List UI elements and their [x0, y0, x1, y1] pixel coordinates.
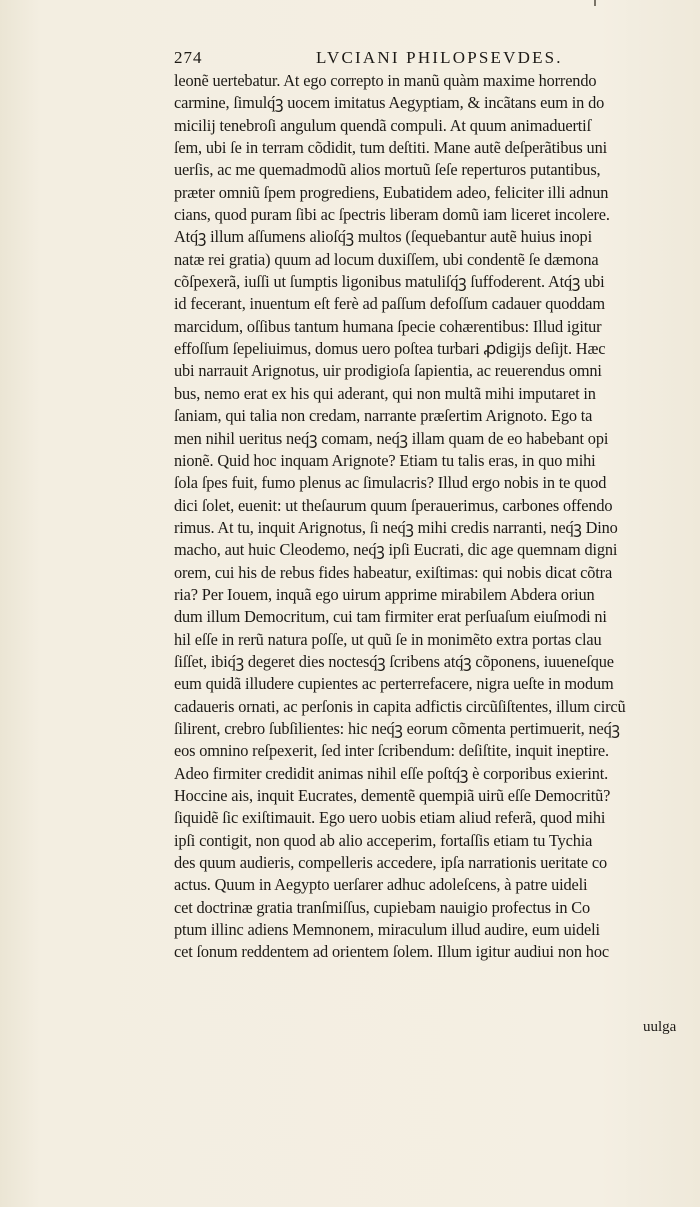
page-number: 274 — [174, 48, 203, 67]
text-line: natæ rei gratia) quum ad locum duxiſſem, ubi condentẽ ſe dæmona — [174, 249, 599, 269]
text-line: ſilirent, crebro ſubſilientes: hic neq́ꝫ eorum cõmenta pertimuerit, neq́ꝫ — [174, 718, 620, 738]
text-line: micilij tenebroſi angulum quendã compuli. At quum animaduertiſ — [174, 115, 591, 135]
text-line: dici ſolet, euenit: ut theſaurum quum ſperauerimus, carbones offendo — [174, 495, 613, 515]
text-line: cet ſonum reddentem ad orientem ſolem. Illum igitur audiui non hoc — [174, 942, 609, 962]
text-line: leonẽ uertebatur. At ego correpto in manũ quàm maxime horrendo — [174, 71, 597, 90]
text-block — [174, 70, 684, 964]
text-line: cõſpexerã, iuſſi ut ſumptis ligonibus matuliſq́ꝫ ſuffoderent. Atq́ꝫ ubi — [174, 272, 605, 292]
text-line: actus. Quum in Aegypto uerſarer adhuc adoleſcens, à patre uideli — [174, 875, 588, 895]
text-line: macho, aut huic Cleodemo, neq́ꝫ ipſi Eucrati, dic age quemnam digni — [174, 540, 618, 560]
text-line: orem, cui his de rebus fides habeatur, exiſtimas: qui nobis dicat cõtra — [174, 562, 613, 582]
text-line: ipſi contigit, non quod ab alio acceperim, fortaſſis etiam tu Tychia — [174, 830, 593, 850]
text-line: ubi narrauit Arignotus, uir prodigioſa ſapientia, ac reuerendus omni — [174, 361, 602, 381]
text-line: eos omnino reſpexerit, ſed inter ſcribendum: deſiſtite, inquit ineptire. — [174, 741, 609, 761]
text-line: bus, nemo erat ex his qui aderant, qui non multã mihi imputaret in — [174, 383, 596, 403]
text-line: cadaueris ornati, ac perſonis in capita adfictis circũſiſtentes, illum circũ — [174, 696, 626, 716]
text-line: dum illum Democritum, cui tam firmiter erat perſuaſum eiuſmodi ni — [174, 607, 607, 627]
text-line: ſola ſpes fuit, fumo plenus ac ſimulacris? Illud ergo nobis in te quod — [174, 473, 607, 493]
text-line: hil eſſe in rerũ natura poſſe, ut quũ ſe in monimẽto extra portas clau — [174, 629, 602, 649]
text-line: effoſſum ſepeliuimus, domus uero poſtea turbari ꝓdigijs deſijt. Hæc — [174, 339, 606, 359]
text-line: nionẽ. Quid hoc inquam Arignote? Etiam tu talis eras, in quo mihi — [174, 450, 596, 470]
text-line: Hoccine ais, inquit Eucrates, dementẽ quempiã uirũ eſſe Democritũ? — [174, 786, 611, 805]
text-line: cians, quod puram ſibi ac ſpectris liberam domũ iam liceret incolere. — [174, 205, 610, 225]
text-line: ſiſſet, ibiq́ꝫ degeret dies noctesq́ꝫ ſcribens atq́ꝫ cõponens, iuueneſque — [174, 651, 614, 671]
text-line: rimus. At tu, inquit Arignotus, ſi neq́ꝫ mihi credis narranti, neq́ꝫ Dino — [174, 517, 618, 537]
text-line: præter omniũ ſpem progrediens, Eubatidem adeo, feliciter illi adnun — [174, 182, 609, 202]
text-line: ptum illinc adiens Memnonem, miraculum illud audire, eum uideli — [174, 920, 600, 940]
text-line: ſem, ubi ſe in terram cõdidit, tum deſtiti. Mane autẽ deſperãtibus uni — [174, 138, 607, 158]
running-head: LVCIANI PHILOPSEVDES. — [316, 48, 563, 67]
text-line: ſiquidẽ ſic exiſtimauit. Ego uero uobis etiam aliud referã, quod mihi — [174, 808, 606, 828]
text-line: carmine, ſimulq́ꝫ uocem imitatus Aegyptiam, & incãtans eum in do — [174, 93, 605, 113]
text-line: Atq́ꝫ illum aſſumens alioſq́ꝫ multos (ſequebantur autẽ huius inopi — [174, 227, 592, 247]
text-line: uerſis, ac me quemadmodũ alios mortuũ ſeſe reperturos putantibus, — [174, 160, 601, 180]
text-line: cet doctrinæ gratia tranſmiſſus, cupiebam nauigio profectus in Co — [174, 897, 591, 917]
text-line: ſaniam, qui talia non credam, narrante præſertim Arignoto. Ego ta — [174, 406, 593, 426]
text-line: marcidum, oſſibus tantum humana ſpecie cohærentibus: Illud igitur — [174, 316, 602, 336]
text-line: Adeo firmiter credidit animas nihil eſſe poſtq́ꝫ è corporibus exierint. — [174, 763, 609, 783]
catchword: uulga — [643, 1019, 677, 1035]
text-line: men nihil ueritus neq́ꝫ comam, neq́ꝫ illam quam de eo habebant opi — [174, 428, 609, 448]
text-line: ria? Per Iouem, inquã ego uirum apprime mirabilem Abdera oriun — [174, 584, 595, 604]
text-line: eum quidã illudere cupientes ac perterrefacere, nigra ueſte in modum — [174, 674, 614, 694]
text-line: id fecerant, inuentum eſt ferè ad paſſum defoſſum cadauer quoddam — [174, 294, 605, 314]
text-line: des quum audieris, compelleris accedere, ipſa narrationis ueritate co — [174, 853, 608, 873]
page-edge-mark — [594, 0, 596, 6]
